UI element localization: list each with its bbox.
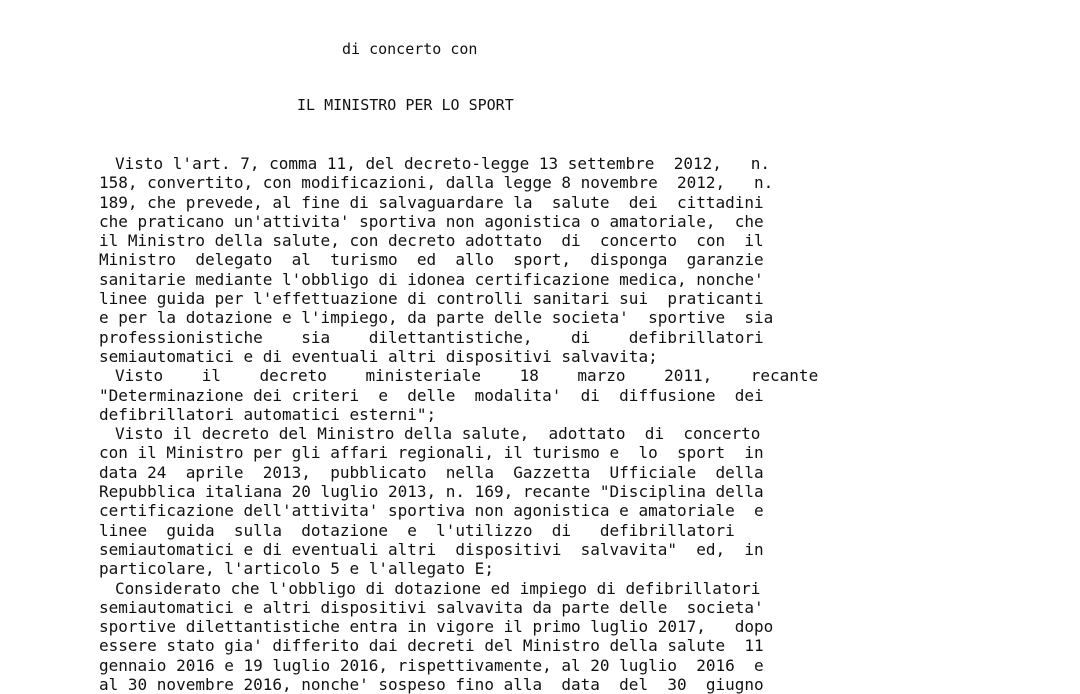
document-body bbox=[99, 154, 819, 694]
text-line: sportive dilettantistiche entra in vigore il primo luglio 2017, dopo bbox=[99, 617, 774, 637]
text-line: Considerato che l'obbligo di dotazione ed impiego di defibrillatori bbox=[115, 578, 761, 598]
text-line: linee guida sulla dotazione e l'utilizzo di defibrillatori bbox=[99, 520, 735, 540]
text-line: Repubblica italiana 20 luglio 2013, n. 169, recante "Disciplina della bbox=[99, 482, 764, 502]
text-line: al 30 novembre 2016, nonche' sospeso fino alla data del 30 giugno bbox=[99, 675, 764, 694]
text-line: particolare, l'articolo 5 e l'allegato E; bbox=[99, 559, 494, 579]
text-line: defibrillatori automatici esterni"; bbox=[99, 404, 437, 424]
heading-minister: IL MINISTRO PER LO SPORT bbox=[297, 96, 514, 114]
text-line: semiautomatici e di eventuali altri dispositivi salvavita; bbox=[99, 346, 658, 366]
text-line: Visto l'art. 7, comma 11, del decreto-legge 13 settembre 2012, n. bbox=[115, 154, 771, 173]
text-line: essere stato gia' differito dai decreti del Ministro della salute 11 bbox=[99, 636, 764, 656]
text-line: semiautomatici e altri dispositivi salvavita da parte delle societa' bbox=[99, 597, 764, 617]
text-line: 158, convertito, con modificazioni, dalla legge 8 novembre 2012, n. bbox=[99, 173, 774, 193]
text-line: gennaio 2016 e 19 luglio 2016, rispettivamente, al 20 luglio 2016 e bbox=[99, 655, 764, 675]
text-line: sanitarie mediante l'obbligo di idonea certificazione medica, nonche' bbox=[99, 269, 764, 289]
text-line: linee guida per l'effettuazione di controlli sanitari sui praticanti bbox=[99, 289, 764, 309]
text-line: 189, che prevede, al fine di salvaguardare la salute dei cittadini bbox=[99, 192, 764, 212]
text-line: che praticano un'attivita' sportiva non agonistica o amatoriale, che bbox=[99, 211, 764, 231]
text-line: Visto il decreto ministeriale 18 marzo 2011, recante bbox=[115, 366, 819, 386]
text-line: con il Ministro per gli affari regionali, il turismo e lo sport in bbox=[99, 443, 764, 463]
heading-concert: di concerto con bbox=[342, 40, 478, 58]
text-line: il Ministro della salute, con decreto adottato di concerto con il bbox=[99, 231, 764, 251]
text-line: certificazione dell'attivita' sportiva non agonistica e amatoriale e bbox=[99, 501, 764, 521]
text-line: professionistiche sia dilettantistiche, di defibrillatori bbox=[99, 327, 764, 347]
text-line: semiautomatici e di eventuali altri dispositivi salvavita" ed, in bbox=[99, 539, 764, 559]
text-line: Ministro delegato al turismo ed allo sport, disponga garanzie bbox=[99, 250, 764, 270]
text-line: e per la dotazione e l'impiego, da parte delle societa' sportive sia bbox=[99, 308, 774, 328]
text-line: data 24 aprile 2013, pubblicato nella Gazzetta Ufficiale della bbox=[99, 462, 764, 482]
text-line: Visto il decreto del Ministro della salute, adottato di concerto bbox=[115, 424, 761, 444]
text-line: "Determinazione dei criteri e delle modalita' di diffusione dei bbox=[99, 385, 764, 405]
